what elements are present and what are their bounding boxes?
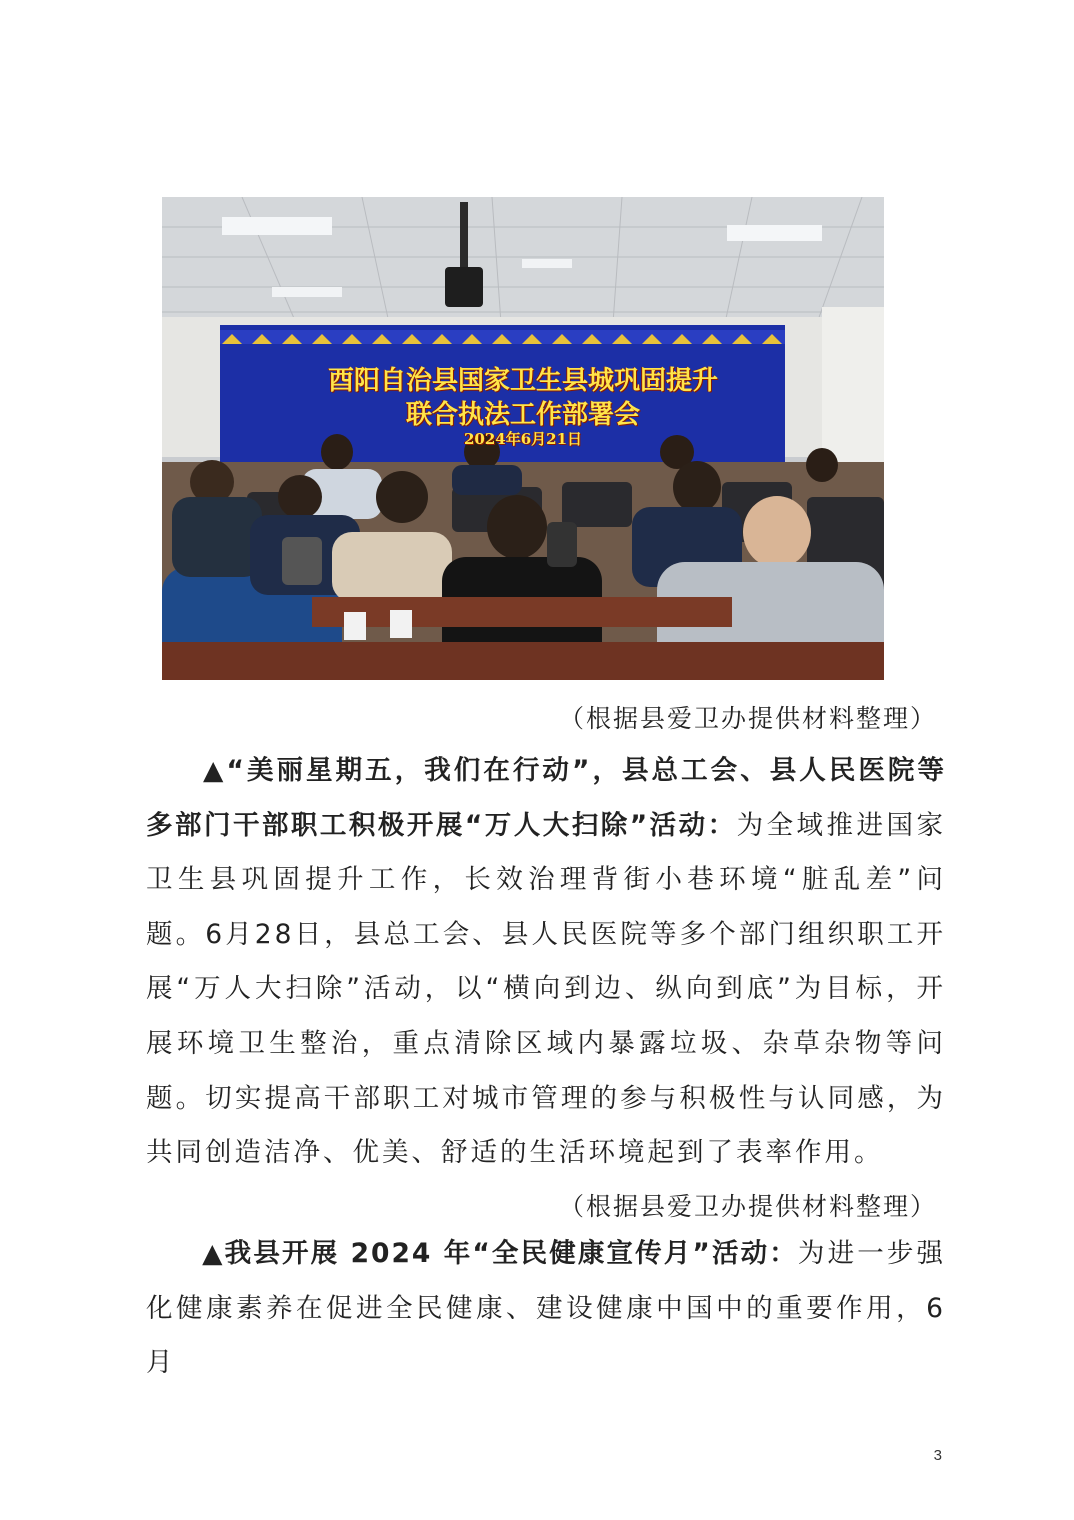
item-1-caption-source: （根据县爱卫办提供材料整理） [558,1192,937,1221]
banner-title-line1: 酉阳自治县国家卫生县城巩固提升 [327,366,718,396]
news-item-2 [146,1227,946,1391]
triangle-marker-icon: ▲ [202,755,227,786]
triangle-marker-icon: ▲ [202,1238,225,1269]
banner-title-line2: 联合执法工作部署会 [405,400,640,430]
page-number: 3 [933,1447,942,1464]
banner-date: 2024年6月21日 [463,430,583,448]
photo-caption-source: （根据县爱卫办提供材料整理） [558,704,937,733]
news-item-1-title: “美丽星期五，我们在行动”，县总工会、县人民医院等多部门干部职工积极开展“万人大扫除”活动： [146,755,946,841]
news-item-2-title: 我县开展 2024 年“全民健康宣传月”活动： [224,1238,798,1269]
news-item-2-body: 为进一步强化健康素养在促进全民健康、建设健康中国中的重要作用，6月 [146,1238,946,1379]
news-item-1 [146,744,946,1181]
meeting-photo [162,197,884,680]
news-item-1-body: 为全域推进国家卫生县巩固提升工作，长效治理背街小巷环境“脏乱差”问题。6月28日，县总工会、县人民医院等多个部门组织职工开展“万人大扫除”活动，以“横向到边、纵向到底”为目标，开展环境卫生整治，重点清除区域内暴露垃圾、杂草杂物等问题。切实提高干部职工对城市管理的参与积极性与认同感，为共同创造洁净、优美、舒适的生活环境起到了表率作用。 [146,809,947,1169]
news-item-2-lead [202,1238,798,1269]
